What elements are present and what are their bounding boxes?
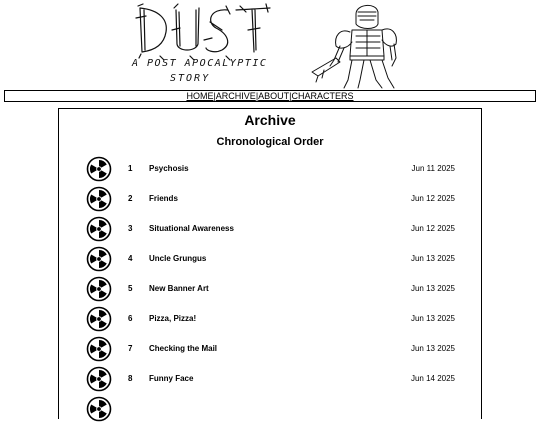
banner-art <box>0 0 540 90</box>
dust-logo <box>136 4 270 60</box>
radiation-icon <box>86 276 112 302</box>
entry-title: Psychosis <box>149 164 189 173</box>
main-nav <box>4 90 536 102</box>
entry-title: Uncle Grungus <box>149 254 207 263</box>
entry-date: Jun 13 2025 <box>410 344 455 353</box>
archive-panel <box>58 108 482 419</box>
entry-number: 3 <box>128 224 133 233</box>
entry-date: Jun 14 2025 <box>410 374 455 383</box>
site-banner <box>0 0 540 90</box>
entry-date: Jun 12 2025 <box>410 224 455 233</box>
radiation-icon <box>86 186 112 212</box>
nav-about[interactable]: ABOUT <box>258 91 290 101</box>
nav-characters[interactable]: CHARACTERS <box>291 91 354 101</box>
entry-date: Jun 13 2025 <box>410 254 455 263</box>
archive-row[interactable] <box>59 304 481 334</box>
archive-row[interactable] <box>59 334 481 364</box>
archive-row[interactable] <box>59 394 481 424</box>
radiation-icon <box>86 396 112 422</box>
entry-number: 5 <box>128 284 133 293</box>
entry-number: 1 <box>128 164 133 173</box>
entry-number: 6 <box>128 314 133 323</box>
entry-number: 4 <box>128 254 133 263</box>
entry-date: Jun 11 2025 <box>411 164 455 173</box>
nav-home[interactable]: HOME <box>186 91 214 101</box>
page-title: Archive <box>244 112 296 128</box>
archive-row[interactable] <box>59 214 481 244</box>
nav-separator: | <box>289 91 292 101</box>
entry-number: 8 <box>128 374 133 383</box>
radiation-icon <box>86 216 112 242</box>
entry-title: Pizza, Pizza! <box>149 314 197 323</box>
radiation-icon <box>86 336 112 362</box>
entry-title: Friends <box>149 194 178 203</box>
archive-subtitle: Chronological Order <box>216 136 324 148</box>
archive-row[interactable] <box>59 184 481 214</box>
tagline-line1: A POST APOCALYPTIC <box>132 58 268 69</box>
character-illustration <box>312 5 396 88</box>
entry-title: Situational Awareness <box>149 224 234 233</box>
entry-date: Jun 13 2025 <box>410 314 455 323</box>
radiation-icon <box>86 306 112 332</box>
entry-title: Checking the Mail <box>149 344 218 353</box>
archive-row[interactable] <box>59 154 481 184</box>
entry-title: Funny Face <box>149 374 194 383</box>
archive-row[interactable] <box>59 244 481 274</box>
nav-archive[interactable]: ARCHIVE <box>215 91 256 101</box>
radiation-icon <box>86 246 112 272</box>
entry-number: 2 <box>128 194 133 203</box>
entry-date: Jun 13 2025 <box>410 284 455 293</box>
entry-date: Jun 12 2025 <box>410 194 455 203</box>
entry-number: 7 <box>128 344 133 353</box>
radiation-icon <box>86 366 112 392</box>
entry-title: New Banner Art <box>149 284 209 293</box>
archive-list <box>59 154 481 424</box>
tagline-line2: STORY <box>170 73 211 84</box>
radiation-icon <box>86 156 112 182</box>
nav-separator: | <box>255 91 259 101</box>
archive-row[interactable] <box>59 364 481 394</box>
nav-separator: | <box>213 91 216 101</box>
archive-row[interactable] <box>59 274 481 304</box>
